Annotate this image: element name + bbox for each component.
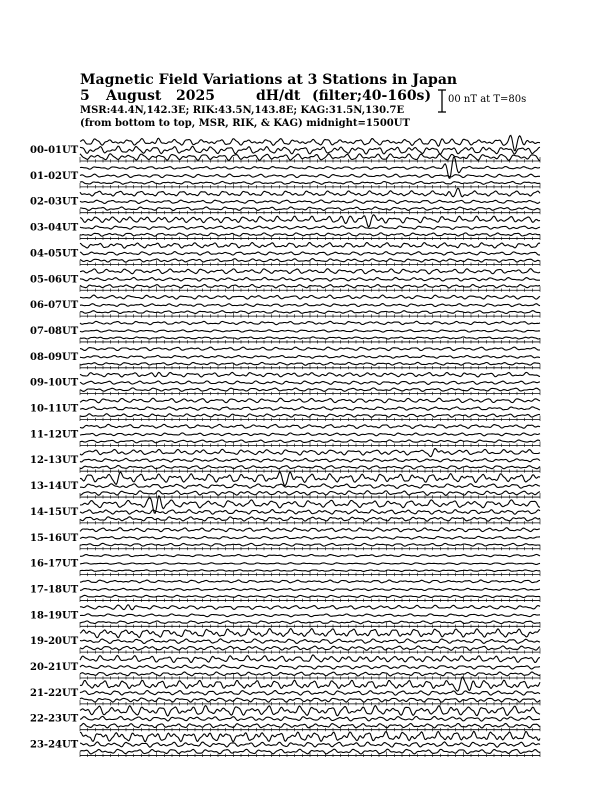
trace-kag [80, 321, 540, 324]
hour-label: 11-12UT [30, 429, 79, 441]
hour-row [30, 321, 540, 343]
minute-ticks [80, 183, 540, 189]
hour-row [30, 135, 540, 162]
trace-rik [80, 226, 540, 230]
trace-kag [80, 731, 540, 742]
trace-rik [80, 484, 540, 489]
filter-label: (filter;40-160s) [312, 88, 432, 104]
date-month: August [106, 88, 162, 104]
trace-kag [80, 269, 540, 274]
hour-row [30, 554, 540, 576]
chart-title: Magnetic Field Variations at 3 Stations in Japan [80, 72, 458, 88]
hour-label: 13-14UT [30, 481, 79, 493]
hour-row [30, 655, 540, 680]
trace-rik [80, 614, 540, 617]
trace-kag [80, 629, 540, 638]
trace-kag [80, 347, 540, 350]
hour-row [30, 605, 540, 628]
trace-kag [80, 449, 540, 457]
hour-label: 22-23UT [30, 713, 79, 725]
hour-row [30, 398, 540, 421]
hour-label: 19-20UT [30, 636, 79, 648]
trace-rik [80, 330, 540, 332]
scale-bar [438, 90, 446, 112]
trace-rik [80, 278, 540, 282]
hour-label: 04-05UT [30, 248, 79, 260]
trace-msr [80, 595, 540, 597]
hour-row [30, 372, 540, 395]
hour-label: 07-08UT [30, 325, 79, 337]
quantity-label: dH/dt [256, 88, 301, 104]
trace-rik [80, 355, 540, 358]
station-coordinates: MSR:44.4N,142.3E; RIK:43.5N,143.8E; KAG:31.5N,130.7E [80, 105, 405, 116]
minute-ticks [80, 726, 540, 732]
trace-msr [80, 723, 540, 728]
trace-rik [80, 146, 540, 154]
trace-rik [80, 174, 540, 178]
trace-rik [80, 639, 540, 644]
hour-label: 10-11UT [30, 403, 79, 415]
station-order-note: (from bottom to top, MSR, RIK, & KAG) midnight=1500UT [80, 118, 410, 129]
hour-label: 00-01UT [30, 145, 79, 156]
trace-rik [80, 588, 540, 590]
trace-rik [80, 252, 540, 256]
trace-rik [80, 536, 540, 539]
hour-label: 09-10UT [30, 377, 79, 389]
hour-label: 08-09UT [30, 351, 79, 363]
trace-msr [80, 570, 540, 572]
trace-rik [80, 691, 540, 696]
hour-label: 05-06UT [30, 274, 79, 286]
hour-label: 15-16UT [30, 532, 79, 544]
hour-row [30, 496, 540, 524]
trace-kag [80, 243, 540, 249]
trace-rik [80, 665, 540, 669]
hour-row [30, 580, 540, 602]
hour-row [30, 528, 540, 551]
trace-rik [80, 381, 540, 385]
trace-kag [80, 398, 540, 403]
trace-rik [80, 407, 540, 410]
hour-label: 20-21UT [30, 662, 79, 673]
hour-label: 21-22UT [30, 687, 79, 699]
trace-kag [80, 372, 540, 377]
trace-kag [80, 605, 540, 610]
trace-rik [80, 716, 540, 721]
hour-label: 18-19UT [30, 610, 79, 622]
trace-msr [80, 414, 540, 418]
hour-row [30, 677, 540, 705]
trace-rik [80, 563, 540, 565]
hour-row [30, 449, 540, 473]
hour-row [30, 706, 540, 732]
hour-row [30, 295, 540, 318]
trace-kag [80, 215, 540, 227]
trace-rik [80, 433, 540, 436]
trace-kag [80, 554, 540, 556]
trace-kag [80, 706, 540, 716]
hour-label: 14-15UT [30, 506, 79, 518]
hour-row [30, 269, 540, 292]
scale-bar-label: 00 nT at T=80s [448, 94, 527, 105]
hour-row [30, 629, 540, 654]
minute-ticks [80, 571, 540, 577]
trace-rik [80, 304, 540, 307]
trace-kag [80, 295, 540, 299]
hour-row [30, 215, 540, 240]
hour-label: 01-02UT [30, 170, 79, 182]
date-year: 2025 [176, 88, 215, 104]
trace-kag [80, 188, 540, 197]
hour-row [30, 188, 540, 214]
trace-kag [80, 580, 540, 583]
trace-kag [80, 424, 540, 428]
hour-label: 12-13UT [30, 455, 79, 467]
hour-row [30, 243, 540, 266]
trace-rik [80, 510, 540, 515]
hour-label: 23-24UT [30, 739, 79, 751]
hour-label: 06-07UT [30, 300, 79, 312]
trace-rik [80, 458, 540, 462]
trace-kag [80, 655, 540, 663]
hour-row [30, 424, 540, 447]
hour-label: 03-04UT [30, 222, 79, 234]
minute-ticks [80, 209, 540, 215]
hour-row [30, 472, 540, 499]
hour-rows [30, 135, 540, 757]
hour-label: 17-18UT [30, 584, 79, 596]
hour-label: 02-03UT [30, 196, 79, 208]
trace-rik [80, 200, 540, 203]
date-day: 5 [80, 88, 90, 104]
trace-rik [80, 742, 540, 747]
hour-row [30, 347, 540, 369]
hour-label: 16-17UT [30, 558, 79, 570]
trace-kag [80, 528, 540, 532]
hour-row [30, 731, 540, 757]
